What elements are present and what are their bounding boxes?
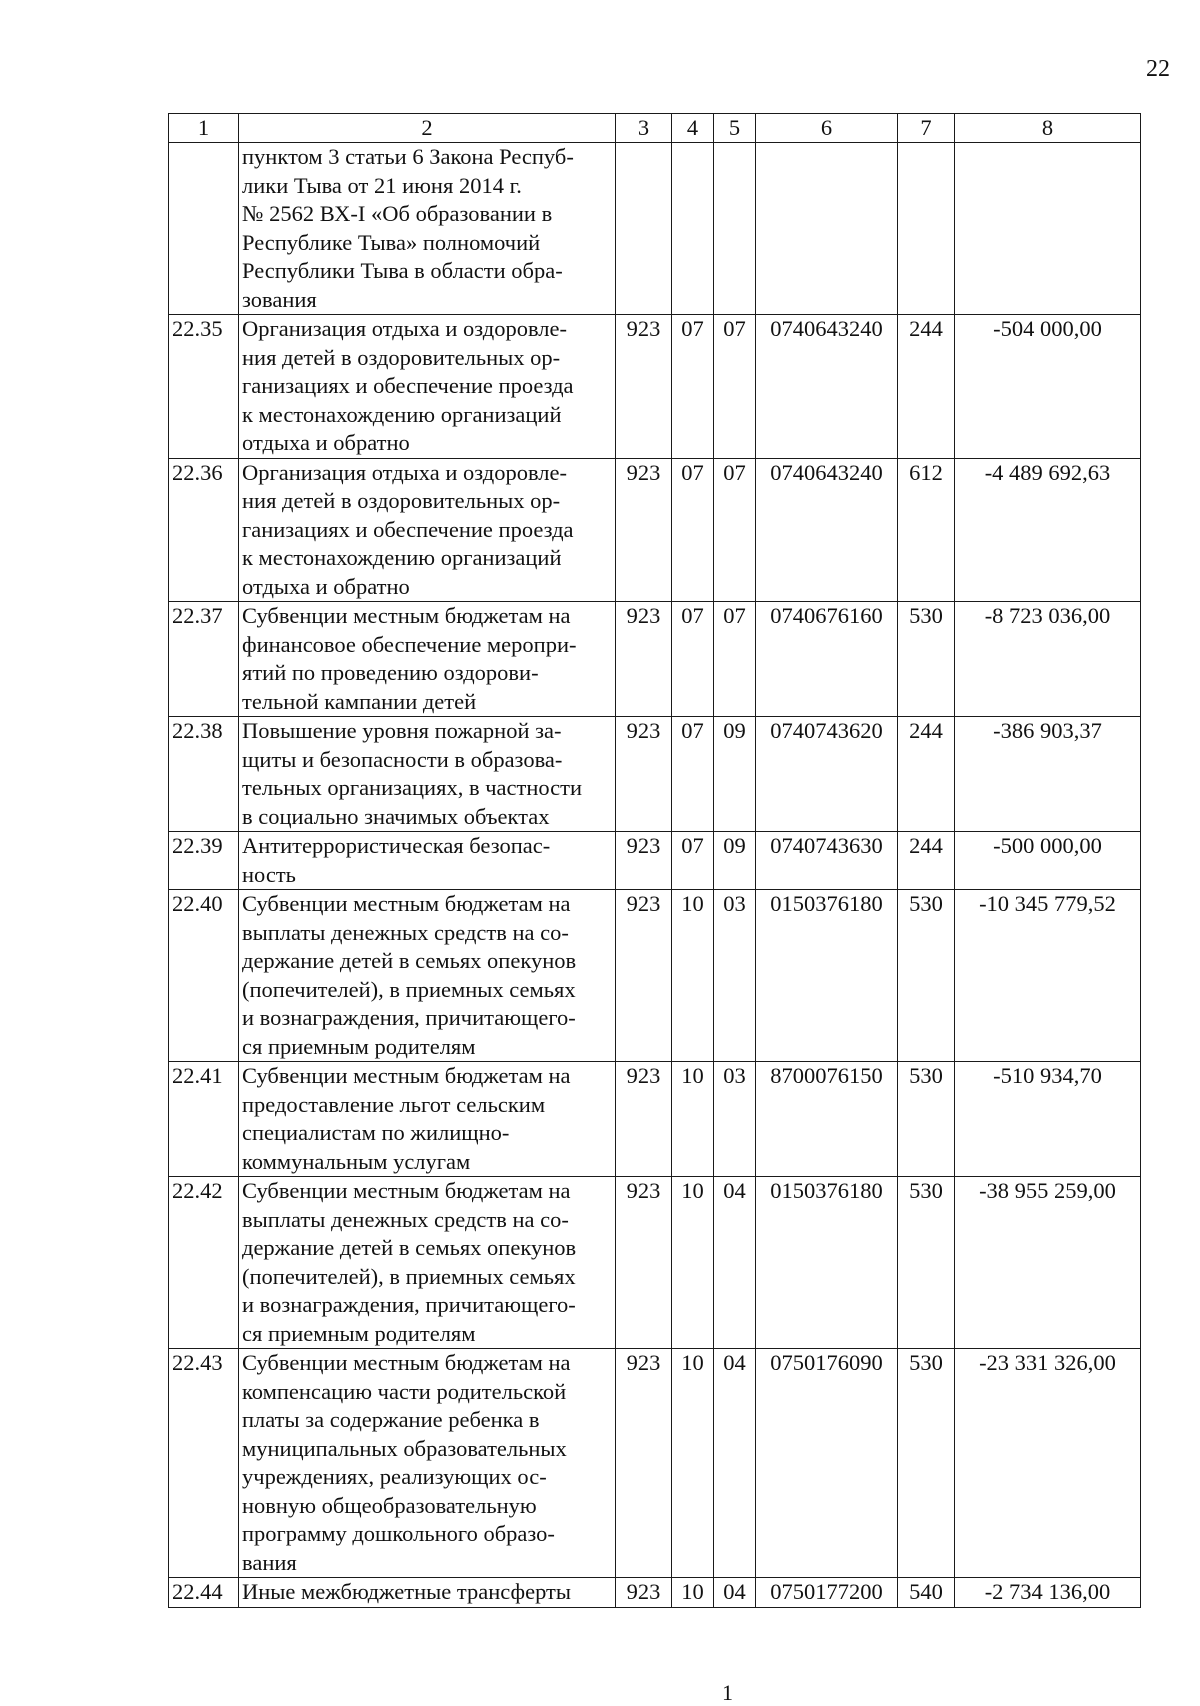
description-line: Организация отдыха и оздоровле-	[242, 459, 567, 485]
section-code-cell: 10	[672, 1177, 714, 1349]
target-article-cell	[756, 143, 898, 315]
ministry-code-cell: 923	[616, 1177, 672, 1349]
description-line: держание детей в семьях опекунов	[242, 1235, 577, 1260]
description-cell	[239, 1177, 616, 1349]
table-row	[169, 143, 1141, 315]
description-line: ганизациях и обеспечение проезда	[242, 516, 574, 542]
target-article-cell: 0750177200	[756, 1578, 898, 1608]
expense-type-cell: 530	[898, 1349, 955, 1578]
row-number-cell: 22.44	[169, 1578, 239, 1608]
row-number-cell: 22.41	[169, 1062, 239, 1177]
description-line: ганизациях и обеспечение проезда	[242, 373, 574, 398]
amount-cell: -8 723 036,00	[955, 602, 1141, 717]
description-line: (попечителей), в приемных семьях	[242, 1263, 576, 1289]
subsection-code-cell: 09	[714, 717, 756, 832]
description-line: щиты и безопасности в образова-	[242, 746, 563, 772]
subsection-code-cell: 03	[714, 1062, 756, 1177]
description-line: и вознаграждения, причитающего-	[242, 1005, 576, 1030]
column-header: 8	[955, 114, 1141, 143]
description-line: программу дошкольного образо-	[242, 1521, 555, 1546]
section-code-cell: 07	[672, 458, 714, 602]
expense-type-cell: 530	[898, 1062, 955, 1177]
description-line: пунктом 3 статьи 6 Закона Респуб-	[242, 144, 574, 169]
description-cell	[239, 1062, 616, 1177]
target-article-cell: 0740676160	[756, 602, 898, 717]
table-row	[169, 602, 1141, 717]
target-article-cell: 0740643240	[756, 315, 898, 459]
target-article-cell: 0740743620	[756, 717, 898, 832]
table-row	[169, 1578, 1141, 1608]
subsection-code-cell: 04	[714, 1349, 756, 1578]
expense-type-cell: 530	[898, 602, 955, 717]
section-code-cell	[672, 143, 714, 315]
ministry-code-cell: 923	[616, 602, 672, 717]
description-line: предоставление льгот сельским	[242, 1091, 546, 1117]
description-line: выплаты денежных средств на со-	[242, 1206, 569, 1232]
description-line: тельных организациях, в частности	[242, 775, 583, 800]
page-number: 22	[1146, 56, 1170, 82]
row-number-cell: 22.35	[169, 315, 239, 459]
ministry-code-cell: 923	[616, 1062, 672, 1177]
description-line: Субвенции местным бюджетам на	[242, 891, 571, 916]
target-article-cell: 8700076150	[756, 1062, 898, 1177]
ministry-code-cell: 923	[616, 315, 672, 459]
row-number-cell: 22.42	[169, 1177, 239, 1349]
expense-type-cell: 244	[898, 717, 955, 832]
section-code-cell: 10	[672, 1062, 714, 1177]
table-row	[169, 315, 1141, 459]
amount-cell: -10 345 779,52	[955, 890, 1141, 1062]
target-article-cell: 0150376180	[756, 1177, 898, 1349]
table-row	[169, 1349, 1141, 1578]
description-line: и вознаграждения, причитающего-	[242, 1292, 576, 1317]
subsection-code-cell: 09	[714, 832, 756, 890]
subsection-code-cell: 07	[714, 458, 756, 602]
description-line: платы за содержание ребенка в	[242, 1407, 540, 1432]
description-line: ся приемным родителям	[242, 1033, 476, 1059]
expense-type-cell	[898, 143, 955, 315]
description-line: муниципальных образовательных	[242, 1435, 567, 1461]
description-line: № 2562 ВХ-I «Об образовании в	[242, 201, 553, 226]
subsection-code-cell	[714, 143, 756, 315]
target-article-cell: 0740643240	[756, 458, 898, 602]
amount-cell: -386 903,37	[955, 717, 1141, 832]
description-line: ся приемным родителям	[242, 1320, 476, 1346]
description-cell	[239, 832, 616, 890]
description-line: отдыха и обратно	[242, 430, 410, 455]
expense-type-cell: 612	[898, 458, 955, 602]
column-header: 6	[756, 114, 898, 143]
column-header: 7	[898, 114, 955, 143]
table-row	[169, 458, 1141, 602]
section-code-cell: 10	[672, 1349, 714, 1578]
description-line: Республики Тыва в области обра-	[242, 258, 563, 283]
description-line: отдыха и обратно	[242, 573, 410, 599]
description-line: ность	[242, 861, 296, 887]
row-number-cell: 22.38	[169, 717, 239, 832]
amount-cell	[955, 143, 1141, 315]
row-number-cell	[169, 143, 239, 315]
expense-type-cell: 530	[898, 890, 955, 1062]
description-cell	[239, 143, 616, 315]
description-cell	[239, 1349, 616, 1578]
amount-cell: -504 000,00	[955, 315, 1141, 459]
ministry-code-cell: 923	[616, 890, 672, 1062]
table-row	[169, 1177, 1141, 1349]
section-code-cell: 07	[672, 832, 714, 890]
table-row	[169, 1062, 1141, 1177]
description-line: к местонахождению организаций	[242, 545, 562, 570]
amount-cell: -4 489 692,63	[955, 458, 1141, 602]
description-line: Субвенции местным бюджетам на	[242, 1350, 571, 1375]
row-number-cell: 22.40	[169, 890, 239, 1062]
ministry-code-cell: 923	[616, 832, 672, 890]
description-line: учреждениях, реализующих ос-	[242, 1464, 547, 1489]
table-body	[169, 143, 1141, 1608]
description-line: к местонахождению организаций	[242, 401, 562, 427]
description-cell	[239, 315, 616, 459]
description-line: держание детей в семьях опекунов	[242, 948, 577, 973]
description-line: специалистам по жилищно-	[242, 1120, 510, 1145]
description-line: Субвенции местным бюджетам на	[242, 603, 571, 628]
description-line: Субвенции местным бюджетам на	[242, 1063, 571, 1088]
description-cell	[239, 458, 616, 602]
section-code-cell: 07	[672, 315, 714, 459]
ministry-code-cell: 923	[616, 1578, 672, 1608]
ministry-code-cell: 923	[616, 458, 672, 602]
section-code-cell: 10	[672, 890, 714, 1062]
target-article-cell: 0150376180	[756, 890, 898, 1062]
ministry-code-cell: 923	[616, 717, 672, 832]
description-line: Республике Тыва» полномочий	[242, 229, 541, 255]
column-header: 5	[714, 114, 756, 143]
row-number-cell: 22.39	[169, 832, 239, 890]
subsection-code-cell: 04	[714, 1177, 756, 1349]
ministry-code-cell	[616, 143, 672, 315]
target-article-cell: 0740743630	[756, 832, 898, 890]
description-line: компенсацию части родительской	[242, 1378, 567, 1404]
description-line: Повышение уровня пожарной за-	[242, 718, 562, 743]
row-number-cell: 22.36	[169, 458, 239, 602]
section-code-cell: 07	[672, 717, 714, 832]
description-cell	[239, 717, 616, 832]
description-line: Организация отдыха и оздоровле-	[242, 316, 567, 341]
description-line: Антитеррористическая безопас-	[242, 833, 551, 858]
amount-cell: -38 955 259,00	[955, 1177, 1141, 1349]
subsection-code-cell: 07	[714, 315, 756, 459]
description-line: лики Тыва от 21 июня 2014 г.	[242, 172, 522, 198]
footer-mark: 1	[722, 1680, 733, 1705]
description-line: зования	[242, 286, 317, 312]
description-line: Иные межбюджетные трансферты	[242, 1579, 572, 1604]
column-header: 1	[169, 114, 239, 143]
description-line: финансовое обеспечение меропри-	[242, 631, 577, 657]
description-line: вания	[242, 1549, 297, 1575]
expense-type-cell: 244	[898, 832, 955, 890]
section-code-cell: 10	[672, 1578, 714, 1608]
description-line: (попечителей), в приемных семьях	[242, 976, 576, 1002]
description-line: ятий по проведению оздорови-	[242, 660, 539, 685]
description-line: выплаты денежных средств на со-	[242, 919, 569, 945]
subsection-code-cell: 04	[714, 1578, 756, 1608]
description-line: коммунальным услугам	[242, 1148, 471, 1174]
row-number-cell: 22.37	[169, 602, 239, 717]
amount-cell: -23 331 326,00	[955, 1349, 1141, 1578]
description-line: новную общеобразовательную	[242, 1492, 537, 1518]
amount-cell: -510 934,70	[955, 1062, 1141, 1177]
column-header: 2	[239, 114, 616, 143]
column-header: 3	[616, 114, 672, 143]
amount-cell: -2 734 136,00	[955, 1578, 1141, 1608]
expense-type-cell: 244	[898, 315, 955, 459]
row-number-cell: 22.43	[169, 1349, 239, 1578]
amount-cell: -500 000,00	[955, 832, 1141, 890]
description-line: в социально значимых объектах	[242, 803, 550, 829]
description-line: Субвенции местным бюджетам на	[242, 1178, 571, 1203]
description-cell	[239, 890, 616, 1062]
description-line: ния детей в оздоровительных ор-	[242, 488, 561, 513]
budget-table	[168, 113, 1141, 1608]
subsection-code-cell: 07	[714, 602, 756, 717]
table-header-row	[169, 114, 1141, 143]
description-line: тельной кампании детей	[242, 688, 477, 714]
target-article-cell: 0750176090	[756, 1349, 898, 1578]
expense-type-cell: 540	[898, 1578, 955, 1608]
description-cell	[239, 602, 616, 717]
description-cell	[239, 1578, 616, 1608]
table-row	[169, 890, 1141, 1062]
section-code-cell: 07	[672, 602, 714, 717]
table-row	[169, 717, 1141, 832]
expense-type-cell: 530	[898, 1177, 955, 1349]
ministry-code-cell: 923	[616, 1349, 672, 1578]
column-header: 4	[672, 114, 714, 143]
description-line: ния детей в оздоровительных ор-	[242, 344, 561, 370]
table-row	[169, 832, 1141, 890]
subsection-code-cell: 03	[714, 890, 756, 1062]
